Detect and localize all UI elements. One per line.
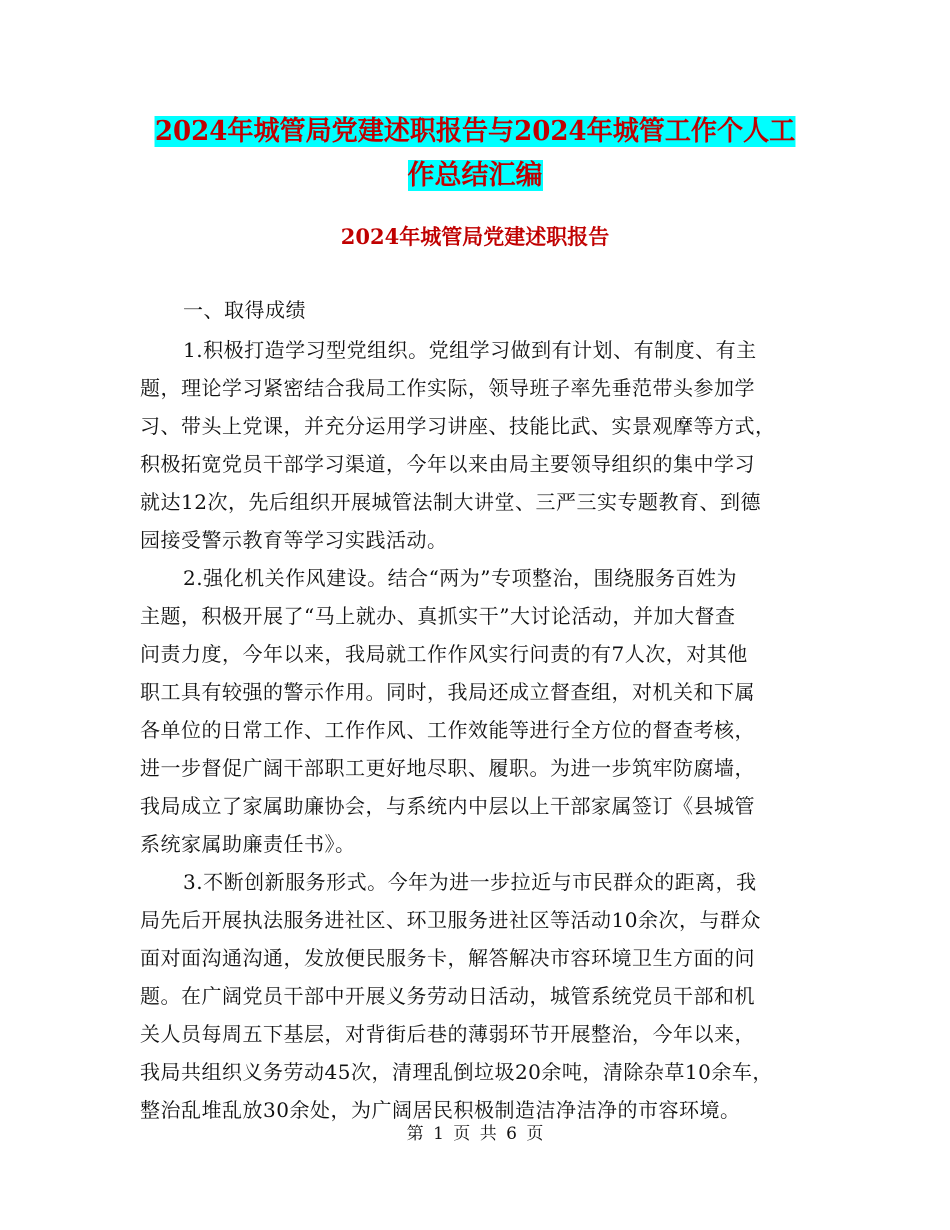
paragraph-line: 就达12次，先后组织开展城管法制大讲堂、三严三实专题教育、到德 bbox=[140, 490, 761, 514]
paragraph-line: 题，理论学习紧密结合我局工作实际，领导班子率先垂范带头参加学 bbox=[140, 376, 755, 400]
paragraph-line: 积极拓宽党员干部学习渠道，今年以来由局主要领导组织的集中学习 bbox=[140, 452, 755, 476]
paragraph-line: 进一步督促广阔干部职工更好地尽职、履职。为进一步筑牢防腐墙， bbox=[140, 756, 755, 780]
paragraph-line: 主题，积极开展了“马上就办、真抓实干”大讨论活动，并加大督查 bbox=[140, 604, 736, 628]
paragraph-line: 我局共组织义务劳动45次，清理乱倒垃圾20余吨，清除杂草10余车， bbox=[140, 1060, 773, 1084]
paragraph-line: 各单位的日常工作、工作作风、工作效能等进行全方位的督查考核， bbox=[140, 718, 755, 742]
paragraph-line: 园接受警示教育等学习实践活动。 bbox=[140, 528, 448, 552]
paragraph-line: 局先后开展执法服务进社区、环卫服务进社区等活动10余次，与群众 bbox=[140, 908, 761, 932]
paragraph-line: 2.强化机关作风建设。结合“两为”专项整治，围绕服务百姓为 bbox=[183, 566, 738, 590]
paragraph-line: 关人员每周五下基层，对背街后巷的薄弱环节开展整治，今年以来， bbox=[140, 1022, 755, 1046]
paragraph-line: 面对面沟通沟通，发放便民服务卡，解答解决市容环境卫生方面的问 bbox=[140, 946, 755, 970]
paragraph-line: 3.不断创新服务形式。今年为进一步拉近与市民群众的距离，我 bbox=[183, 870, 757, 894]
paragraph-line: 1.积极打造学习型党组织。党组学习做到有计划、有制度、有主 bbox=[183, 338, 757, 362]
title-line-2 bbox=[0, 154, 950, 198]
paragraph-line: 系统家属助廉责任书》。 bbox=[140, 832, 356, 856]
page-number-footer: 第 1 页 共 6 页 bbox=[406, 1124, 544, 1144]
heading-achievements: 一、取得成绩 bbox=[183, 298, 306, 322]
paragraph-line: 习、带头上党课，并充分运用学习讲座、技能比武、实景观摩等方式， bbox=[140, 414, 776, 438]
paragraph-line: 题。在广阔党员干部中开展义务劳动日活动，城管系统党员干部和机 bbox=[140, 984, 755, 1008]
paragraph-line: 问责力度，今年以来，我局就工作作风实行问责的有7人次，对其他 bbox=[140, 642, 748, 666]
title-line-1-text: 2024年城管局党建述职报告与2024年城管工作个人工 bbox=[154, 116, 796, 147]
paragraph-line: 我局成立了家属助廉协会，与系统内中层以上干部家属签订《县城管 bbox=[140, 794, 755, 818]
title-line-1 bbox=[16, 110, 933, 154]
title-line-2-text: 作总结汇编 bbox=[407, 160, 543, 191]
section-title: 2024年城管局党建述职报告 bbox=[340, 224, 610, 249]
paragraph-line: 职工具有较强的警示作用。同时，我局还成立督查组，对机关和下属 bbox=[140, 680, 755, 704]
paragraph-line: 整治乱堆乱放30余处，为广阔居民积极制造洁净洁净的市容环境。 bbox=[140, 1098, 741, 1122]
